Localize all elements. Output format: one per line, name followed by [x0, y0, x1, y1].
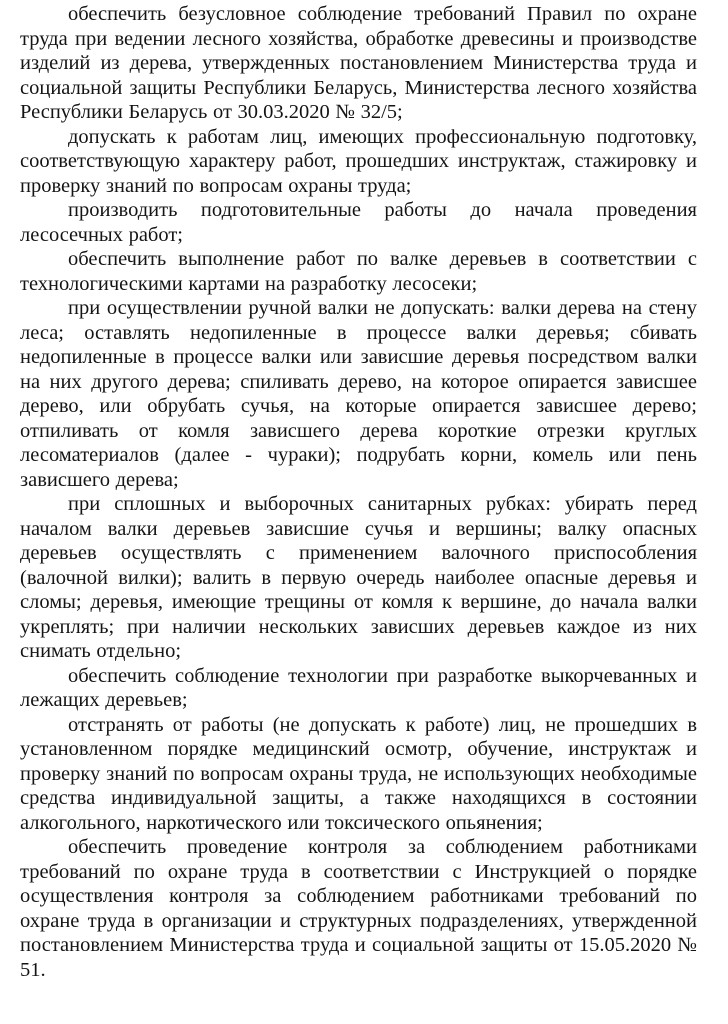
paragraph-compliance-control: обеспечить проведение контроля за соблюдением работниками требований по охране труда в соответствии с Инструкцией о порядке осуществления контроля за соблюдением работниками требований по охране труда в организации и структурных подразделениях, утвержденной постановлением Министерства труда и социальной защиты от 15.05.2020 № 51.: [20, 836, 697, 981]
paragraph-preparatory-works: производить подготовительные работы до начала проведения лесосечных работ;: [20, 199, 697, 246]
paragraph-uprooted-trees: обеспечить соблюдение технологии при разработке выкорчеванных и лежащих деревьев;: [20, 664, 697, 711]
document-page: [20, 2, 697, 982]
paragraph-admission-to-work: допускать к работам лиц, имеющих профессиональную подготовку, соответствующую характеру работ, прошедших инструктаж, стажировку и проверку знаний по вопросам охраны труда;: [20, 125, 697, 197]
paragraph-removal-from-work: отстранять от работы (не допускать к работе) лиц, не прошедших в установленном порядке медицинский осмотр, обучение, инструктаж и проверку знаний по вопросам охраны труда, не использующих необходимые средства индивидуальной защиты, а также находящихся в состоянии алкогольного, наркотического или токсического опьянения;: [20, 713, 697, 834]
paragraph-sanitary-cuttings: при сплошных и выборочных санитарных рубках: убирать перед началом валки деревьев зависшие сучья и вершины; валку опасных деревьев осуществлять с применением валочного приспособления (валочной вилки); валить в первую очередь наиболее опасные деревья и сломы; деревья, имеющие трещины от комля к вершине, до начала валки укреплять; при наличии нескольких зависших деревьев каждое из них снимать отдельно;: [20, 493, 697, 662]
paragraph-labor-safety-rules: обеспечить безусловное соблюдение требований Правил по охране труда при ведении лесного хозяйства, обработке древесины и производстве изделий из дерева, утвержденных постановлением Министерства труда и социальной защиты Республики Беларусь, Министерства лесного хозяйства Республики Беларусь от 30.03.2020 № 32/5;: [20, 3, 697, 123]
paragraph-felling-tech-cards: обеспечить выполнение работ по валке деревьев в соответствии с технологическими картами на разработку лесосеки;: [20, 248, 697, 295]
paragraph-manual-felling-prohibitions: при осуществлении ручной валки не допускать: валки дерева на стену леса; оставлять недопиленные в процессе валки деревья; сбивать недопиленные в процессе валки или зависшие деревья посредством валки на них другого дерева; спиливать дерево, на которое опирается зависшее дерево, или обрубать сучья, на которые опирается зависшее дерево; отпиливать от комля зависшего дерева короткие отрезки круглых лесоматериалов (далее - чураки); подрубать корни, комель или пень зависшего дерева;: [20, 297, 697, 491]
